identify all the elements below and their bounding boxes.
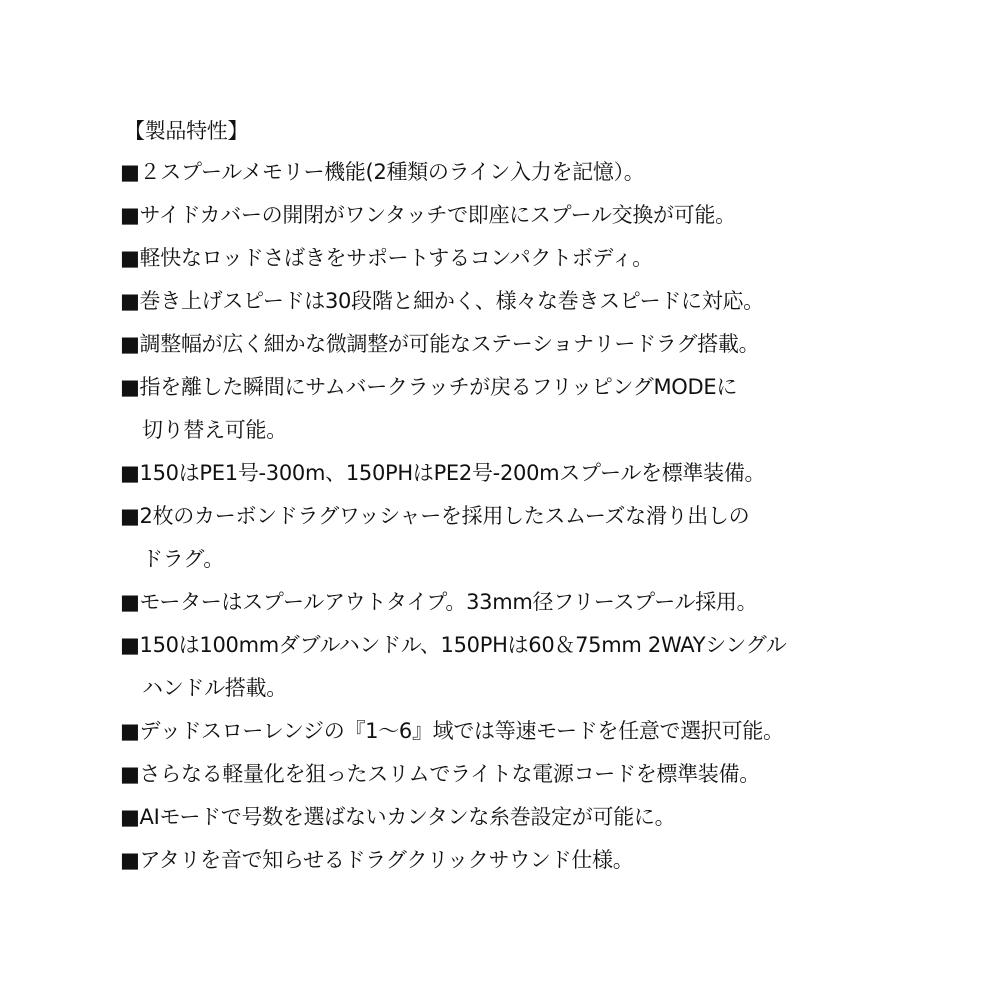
feature-item: [120, 452, 980, 495]
feature-text: ■150はPE1号-300m、150PHはPE2号-200mスプールを標準装備。: [120, 461, 766, 485]
feature-item: [120, 624, 980, 710]
feature-text: ■2枚のカーボンドラグワッシャーを採用したスムーズな滑り出しの: [120, 504, 750, 528]
feature-text: ■AIモードで号数を選ばないカンタンな糸巻設定が可能に。: [120, 805, 676, 829]
feature-text: ■サイドカバーの開閉がワンタッチで即座にスプール交換が可能。: [120, 203, 736, 227]
feature-item: [120, 280, 980, 323]
feature-item: [120, 710, 980, 753]
feature-item: [120, 581, 980, 624]
feature-text-continuation: 切り替え可能。: [142, 418, 287, 442]
feature-item: [120, 323, 980, 366]
section-heading: 【製品特性】: [124, 119, 249, 143]
feature-item: [120, 366, 980, 452]
feature-item: [120, 796, 980, 839]
features-document: [120, 111, 980, 882]
feature-text-continuation: ハンドル搭載。: [142, 676, 287, 700]
feature-text: ■軽快なロッドさばきをサポートするコンパクトボディ。: [120, 246, 653, 270]
feature-item: [120, 753, 980, 796]
feature-item: [120, 151, 980, 194]
feature-text: ■デッドスローレンジの『1〜6』域では等速モードを任意で選択可能。: [120, 719, 784, 743]
feature-item: [120, 194, 980, 237]
feature-text: ■150は100mmダブルハンドル、150PHは60＆75mm 2WAYシングル: [120, 633, 787, 657]
feature-text-continuation: ドラグ。: [142, 547, 224, 571]
feature-text: ■２スプールメモリー機能(2種類のライン入力を記憶）。: [120, 160, 645, 184]
feature-text: ■指を離した瞬間にサムバークラッチが戻るフリッピングMODEに: [120, 375, 738, 399]
feature-item: [120, 839, 980, 882]
feature-text: ■調整幅が広く細かな微調整が可能なステーショナリードラグ搭載。: [120, 332, 760, 356]
feature-text: ■アタリを音で知らせるドラグクリックサウンド仕様。: [120, 848, 634, 872]
feature-list: [120, 151, 980, 882]
feature-item: [120, 495, 980, 581]
feature-text: ■巻き上げスピードは30段階と細かく、様々な巻きスピードに対応。: [120, 289, 764, 313]
feature-item: [120, 237, 980, 280]
feature-text: ■モーターはスプールアウトタイプ。33mm径フリースプール採用。: [120, 590, 758, 614]
feature-text: ■さらなる軽量化を狙ったスリムでライトな電源コードを標準装備。: [120, 762, 760, 786]
